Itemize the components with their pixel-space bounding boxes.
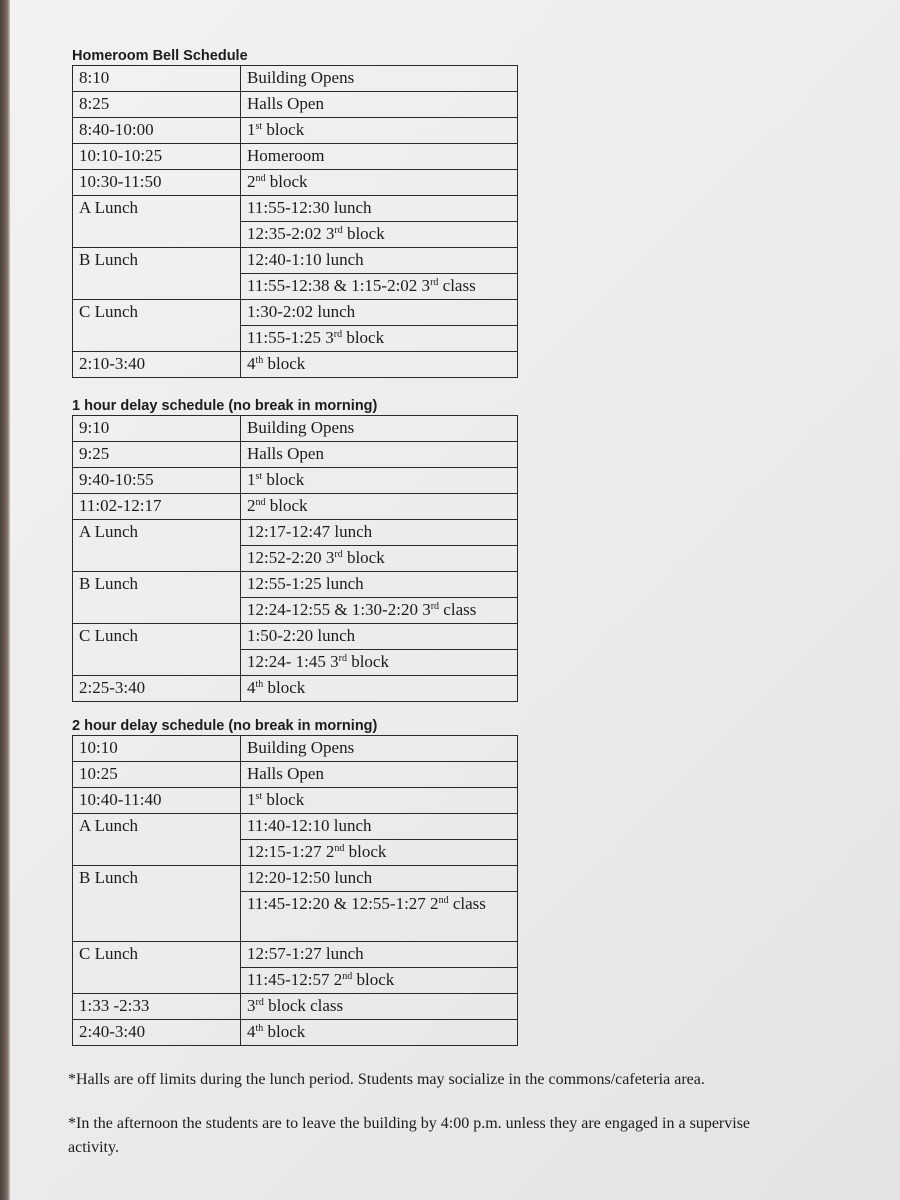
table-row — [73, 942, 518, 968]
table-row — [73, 416, 518, 442]
event-cell: 2nd block — [241, 494, 518, 520]
lunch-group-cell: C Lunch — [73, 942, 241, 994]
time-cell: 2:25-3:40 — [73, 676, 241, 702]
time-cell: 1:33 -2:33 — [73, 994, 241, 1020]
lunch-group-cell: B Lunch — [73, 248, 241, 300]
time-cell: 9:25 — [73, 442, 241, 468]
event-cell: 4th block — [241, 352, 518, 378]
event-cell: 11:45-12:20 & 12:55-1:27 2nd class — [241, 892, 518, 942]
binder-edge — [0, 0, 10, 1200]
time-cell: 10:25 — [73, 762, 241, 788]
schedule-table — [72, 65, 518, 378]
event-cell: Building Opens — [241, 736, 518, 762]
table-row — [73, 92, 518, 118]
two-hour-delay-schedule — [72, 718, 518, 1046]
event-cell: 12:57-1:27 lunch — [241, 942, 518, 968]
table-row — [73, 300, 518, 326]
event-cell: 12:24-12:55 & 1:30-2:20 3rd class — [241, 598, 518, 624]
note-afternoon: *In the afternoon the students are to leave the building by 4:00 p.m. unless they are engaged in a supervise — [68, 1115, 751, 1132]
time-cell: 8:40-10:00 — [73, 118, 241, 144]
table-row — [73, 468, 518, 494]
event-cell: Building Opens — [241, 66, 518, 92]
event-cell: 4th block — [241, 1020, 518, 1046]
table-row — [73, 170, 518, 196]
event-cell: 3rd block class — [241, 994, 518, 1020]
table-row — [73, 520, 518, 546]
table-row — [73, 788, 518, 814]
event-cell: 2nd block — [241, 170, 518, 196]
table-row — [73, 196, 518, 222]
time-cell: 9:40-10:55 — [73, 468, 241, 494]
schedule-table — [72, 415, 518, 702]
table-row — [73, 572, 518, 598]
event-cell: 12:17-12:47 lunch — [241, 520, 518, 546]
table-row — [73, 494, 518, 520]
table-row — [73, 1020, 518, 1046]
event-cell: 12:15-1:27 2nd block — [241, 840, 518, 866]
event-cell: 12:55-1:25 lunch — [241, 572, 518, 598]
event-cell: 11:55-12:30 lunch — [241, 196, 518, 222]
table-row — [73, 624, 518, 650]
table-row — [73, 676, 518, 702]
lunch-group-cell: C Lunch — [73, 300, 241, 352]
event-cell: 11:45-12:57 2nd block — [241, 968, 518, 994]
event-cell: 4th block — [241, 676, 518, 702]
table-row — [73, 866, 518, 892]
time-cell: 8:10 — [73, 66, 241, 92]
lunch-group-cell: C Lunch — [73, 624, 241, 676]
time-cell: 2:10-3:40 — [73, 352, 241, 378]
lunch-group-cell: B Lunch — [73, 572, 241, 624]
event-cell: 12:52-2:20 3rd block — [241, 546, 518, 572]
table-row — [73, 814, 518, 840]
time-cell: 2:40-3:40 — [73, 1020, 241, 1046]
time-cell: 11:02-12:17 — [73, 494, 241, 520]
event-cell: Building Opens — [241, 416, 518, 442]
lunch-group-cell: B Lunch — [73, 866, 241, 942]
event-cell: 11:55-1:25 3rd block — [241, 326, 518, 352]
lunch-group-cell: A Lunch — [73, 520, 241, 572]
table-row — [73, 66, 518, 92]
event-cell: Halls Open — [241, 442, 518, 468]
event-cell: 12:24- 1:45 3rd block — [241, 650, 518, 676]
event-cell: 1:50-2:20 lunch — [241, 624, 518, 650]
time-cell: 10:10 — [73, 736, 241, 762]
note-afternoon-cont: activity. — [68, 1139, 119, 1156]
event-cell: 1:30-2:02 lunch — [241, 300, 518, 326]
time-cell: 9:10 — [73, 416, 241, 442]
note-halls: *Halls are off limits during the lunch period. Students may socialize in the commons/cafeteria area. — [68, 1071, 705, 1088]
one-hour-delay-schedule — [72, 398, 518, 702]
table-row — [73, 144, 518, 170]
lunch-group-cell: A Lunch — [73, 196, 241, 248]
event-cell: 12:35-2:02 3rd block — [241, 222, 518, 248]
homeroom-bell-schedule — [72, 48, 518, 378]
event-cell: 1st block — [241, 118, 518, 144]
event-cell: 11:55-12:38 & 1:15-2:02 3rd class — [241, 274, 518, 300]
table-row — [73, 442, 518, 468]
event-cell: 12:20-12:50 lunch — [241, 866, 518, 892]
event-cell: 12:40-1:10 lunch — [241, 248, 518, 274]
event-cell: 11:40-12:10 lunch — [241, 814, 518, 840]
time-cell: 10:30-11:50 — [73, 170, 241, 196]
table-row — [73, 762, 518, 788]
event-cell: Homeroom — [241, 144, 518, 170]
table-row — [73, 994, 518, 1020]
lunch-group-cell: A Lunch — [73, 814, 241, 866]
event-cell: 1st block — [241, 468, 518, 494]
table-row — [73, 248, 518, 274]
time-cell: 10:40-11:40 — [73, 788, 241, 814]
time-cell: 10:10-10:25 — [73, 144, 241, 170]
time-cell: 8:25 — [73, 92, 241, 118]
section-title: 2 hour delay schedule (no break in morning) — [72, 718, 378, 734]
event-cell: 1st block — [241, 788, 518, 814]
schedule-table — [72, 735, 518, 1046]
table-row — [73, 352, 518, 378]
event-cell: Halls Open — [241, 762, 518, 788]
event-cell: Halls Open — [241, 92, 518, 118]
section-title: Homeroom Bell Schedule — [72, 48, 248, 64]
table-row — [73, 118, 518, 144]
table-row — [73, 736, 518, 762]
section-title: 1 hour delay schedule (no break in morning) — [72, 398, 378, 414]
